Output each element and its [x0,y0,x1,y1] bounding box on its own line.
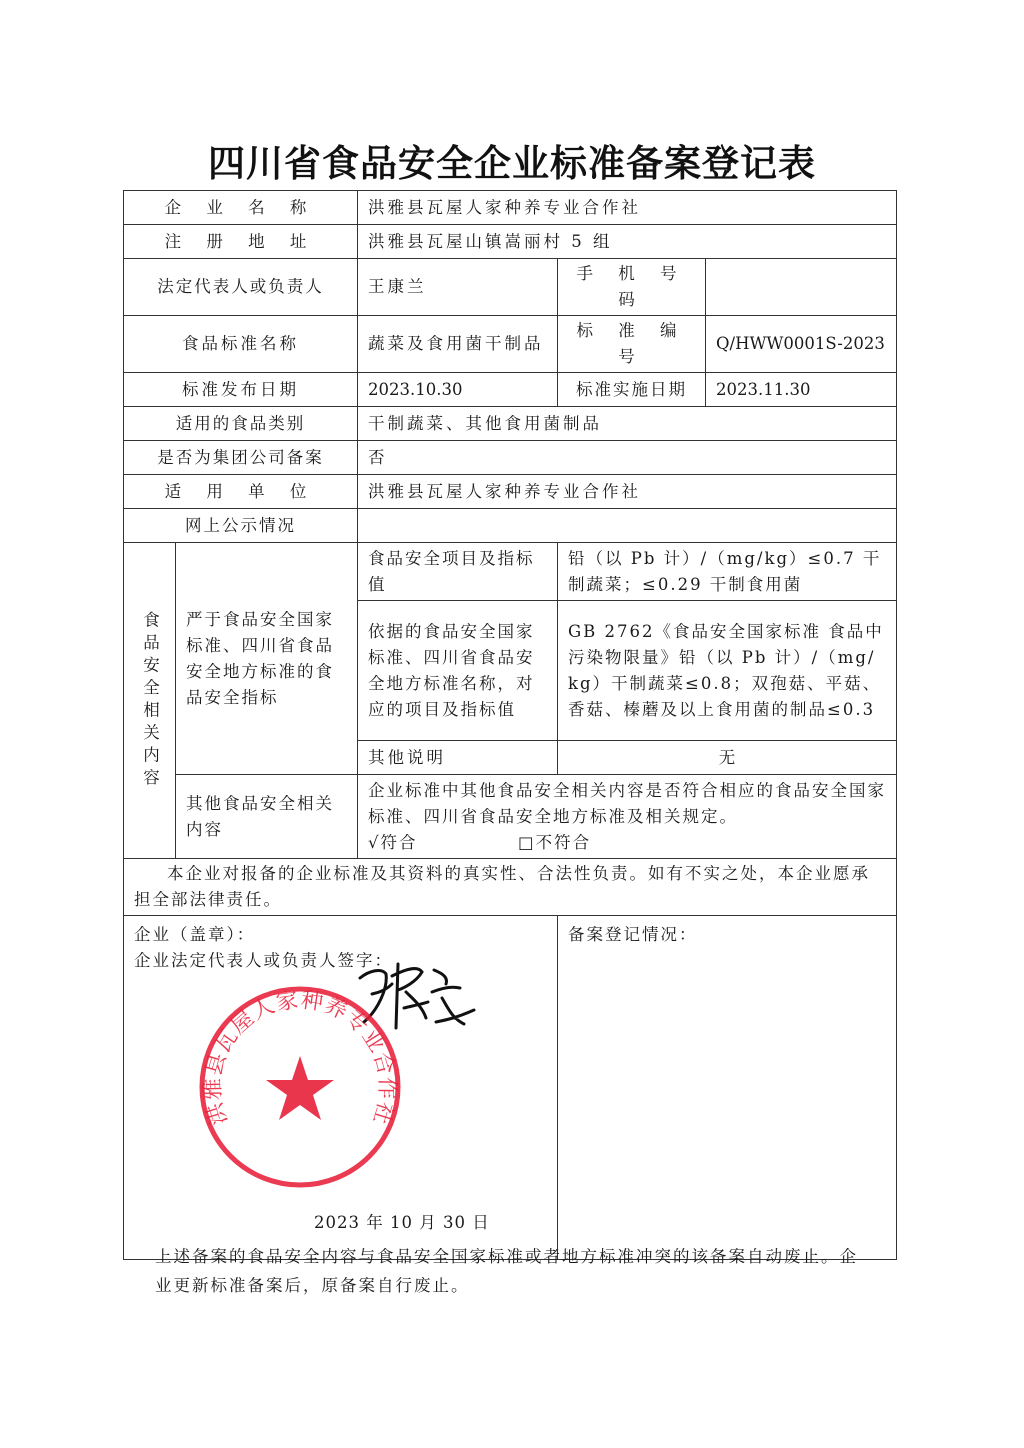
online-publicity-value [358,509,897,543]
standard-name-value: 蔬菜及食用菌干制品 [358,316,558,373]
other-related-label: 其他食品安全相关内容 [176,775,358,859]
signature-label: 企业法定代表人或负责人签字： [134,951,393,970]
publish-date-value: 2023.10.30 [358,373,558,407]
standard-no-value: Q/HWW0001S-2023 [706,316,897,373]
filing-status-cell [558,916,897,1260]
publish-date-label: 标准发布日期 [124,373,358,407]
comply-checkbox: √符合 [368,832,418,852]
other-related-cell [358,775,897,859]
footer-note: 上述备案的食品安全内容与食品安全国家标准或者地方标准冲突的该备案自动废止。企业更新标准备案后，原备案自行废止。 [155,1247,858,1295]
food-category-value: 干制蔬菜、其他食用菌制品 [358,407,897,441]
address-label: 注 册 地 址 [124,225,358,259]
stamp-text: 洪雅县瓦屋人家种养专业合作社 [200,987,400,1128]
page-title: 四川省食品安全企业标准备案登记表 [208,142,816,185]
item-value: 铅（以 Pb 计）/（mg/kg）≤0.7 干制蔬菜；≤0.29 干制食用菌 [558,543,897,601]
filing-status-label: 备案登记情况： [568,925,698,944]
impl-date-value: 2023.11.30 [706,373,897,407]
group-filing-value: 否 [358,441,897,475]
group-filing-label: 是否为集团公司备案 [124,441,358,475]
standard-no-label: 标 准 编 号 [558,316,706,373]
other-related-text: 企业标准中其他食品安全相关内容是否符合相应的食品安全国家标准、四川省食品安全地方标准及相关规定。 [368,780,886,826]
sign-date: 2023 年 10 月 30 日 [314,1213,490,1232]
basis-value: GB 2762《食品安全国家标准 食品中污染物限量》铅（以 Pb 计）/（mg/kg）干制蔬菜≤0.8；双孢菇、平菇、香菇、榛蘑及以上食用菌的制品≤0.3 [558,601,897,741]
declaration: 本企业对报备的企业标准及其资料的真实性、合法性负责。如有不实之处，本企业愿承担全部法律责任。 [124,859,897,916]
phone-label: 手 机 号 码 [558,259,706,316]
stricter-label: 严于食品安全国家标准、四川省食品安全地方标准的食品安全指标 [176,543,358,775]
other-note-label: 其他说明 [358,741,558,775]
company-seal [195,982,405,1192]
legal-rep-label: 法定代表人或负责人 [124,259,358,316]
basis-label: 依据的食品安全国家标准、四川省食品安全地方标准名称，对应的项目及指标值 [358,601,558,741]
seal-label: 企业（盖章）： [134,925,256,944]
impl-date-label: 标准实施日期 [558,373,706,407]
compliance-options [368,830,886,856]
food-category-label: 适用的食品类别 [124,407,358,441]
item-label: 食品安全项目及指标值 [358,543,558,601]
applicable-unit-value: 洪雅县瓦屋人家种养专业合作社 [358,475,897,509]
address-value: 洪雅县瓦屋山镇嵩丽村 5 组 [358,225,897,259]
legal-rep-value: 王康兰 [358,259,558,316]
applicable-unit-label: 适 用 单 位 [124,475,358,509]
standard-name-label: 食品标准名称 [124,316,358,373]
phone-value [706,259,897,316]
not-comply-checkbox: □不符合 [518,832,592,852]
other-note-value: 无 [558,741,897,775]
safety-related-label: 食品安全相关内容 [124,543,176,859]
company-name-value: 洪雅县瓦屋人家种养专业合作社 [358,191,897,225]
online-publicity-label: 网上公示情况 [124,509,358,543]
company-name-label: 企 业 名 称 [124,191,358,225]
